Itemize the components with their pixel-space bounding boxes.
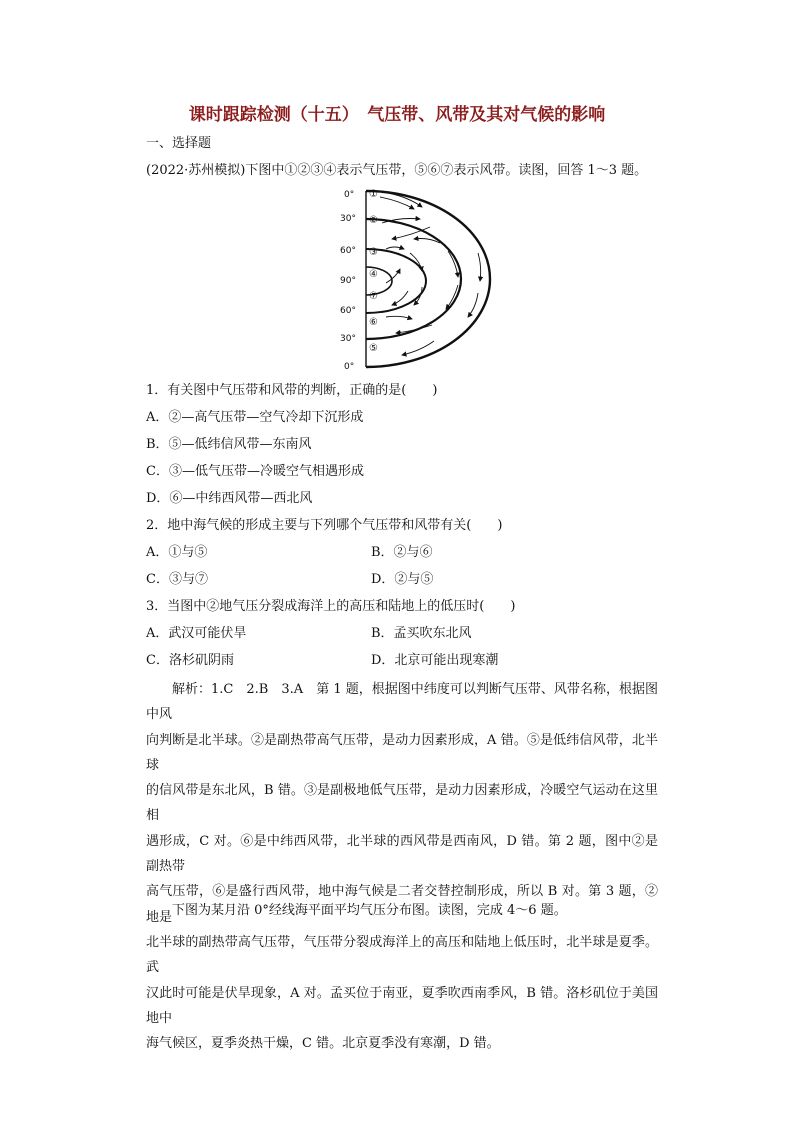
next-question-intro: 下图为某月沿 0°经线海平面平均气压分布图。读图，完成 4～6 题。 xyxy=(172,903,567,918)
question-3-option-a: A．武汉可能伏旱 xyxy=(146,626,247,641)
analysis-line: 汉此时可能是伏旱现象，A 对。孟买位于南亚，夏季吹西南季风，B 错。洛杉矶位于美国地中 xyxy=(146,985,658,1026)
belt-label: ④ xyxy=(369,269,378,280)
question-2-option-a: A．①与⑤ xyxy=(146,545,208,560)
analysis-line: 高气压带，⑥是盛行西风带，地中海气候是二者交替控制形成，所以 B 对。第 3 题，②地是 xyxy=(146,884,658,925)
wind-arrow xyxy=(386,269,400,283)
analysis-line: 遇形成，C 对。⑥是中纬西风带，北半球的西风带是西南风，D 错。第 2 题，图中②是副热带 xyxy=(146,833,658,875)
belt-label: ② xyxy=(369,215,378,226)
question-3-option-d: D．北京可能出现寒潮 xyxy=(371,653,499,668)
question-3-stem: 3．当图中②地气压分裂成海洋上的高压和陆地上的低压时( ) xyxy=(146,599,516,614)
wind-arrow xyxy=(392,291,408,305)
wind-arrow xyxy=(478,253,481,281)
wind-arrow xyxy=(392,227,430,239)
lat-label: 0° xyxy=(344,362,355,372)
section-heading: 一、选择题 xyxy=(146,136,212,151)
answer-analysis xyxy=(146,677,658,1056)
analysis-line: 北半球的副热带高气压带，气压带分裂成海洋上的高压和陆地上低压时，北半球是夏季。武 xyxy=(146,934,658,976)
analysis-line: 海气候区，夏季炎热干燥，C 错。北京夏季没有寒潮，D 错。 xyxy=(146,1036,500,1052)
question-2-option-b: B．②与⑥ xyxy=(371,545,433,560)
analysis-line: 向判断是北半球。②是副热带高气压带，是动力因素形成，A 错。⑤是低纬信风带，北半球 xyxy=(146,732,658,773)
belt-label: ⑦ xyxy=(369,291,378,302)
lat-label: 60° xyxy=(340,246,356,256)
lat-label: 0° xyxy=(344,190,355,200)
question-3-option-c: C．洛杉矶阴雨 xyxy=(146,653,234,668)
question-2-option-c: C．③与⑦ xyxy=(146,572,208,587)
pressure-belt-diagram xyxy=(330,183,500,375)
question-1-option-c: C．③—低气压带—冷暖空气相遇形成 xyxy=(146,464,364,479)
analysis-line: 的信风带是东北风，B 错。③是副极地低气压带，是动力因素形成，冷暖空气运动在这里相 xyxy=(146,783,658,824)
wind-arrow xyxy=(386,247,404,249)
question-1-option-d: D．⑥—中纬西风带—西北风 xyxy=(146,491,313,506)
wind-arrow xyxy=(380,197,414,209)
question-2-stem: 2．地中海气候的形成主要与下列哪个气压带和风带有关( ) xyxy=(146,518,503,533)
lat-label: 30° xyxy=(340,214,356,224)
lat-label: 30° xyxy=(340,334,356,344)
belt-diagram-svg xyxy=(330,183,500,375)
belt-label: ① xyxy=(369,189,378,200)
analysis-line: 解析：1.C 2.B 3.A 第 1 题，根据图中纬度可以判断气压带、风带名称，根据图中风 xyxy=(146,682,658,723)
wind-arrow xyxy=(386,316,412,319)
wind-arrow xyxy=(402,341,434,355)
belt-label: ③ xyxy=(369,247,378,258)
question-1-option-b: B．⑤—低纬信风带—东南风 xyxy=(146,437,312,452)
question-1-option-a: A．②—高气压带—空气冷却下沉形成 xyxy=(146,410,364,425)
arc-30 xyxy=(366,219,461,339)
belt-label: ⑤ xyxy=(369,343,378,354)
page-title: 课时跟踪检测（十五） 气压带、风带及其对气候的影响 xyxy=(188,105,606,125)
wind-arrow xyxy=(468,293,478,317)
lat-label: 90° xyxy=(340,276,356,286)
belt-label: ⑥ xyxy=(369,317,378,328)
question-1-stem: 1．有关图中气压带和风带的判断，正确的是( ) xyxy=(146,383,438,398)
question-2-option-d: D．②与⑤ xyxy=(371,572,434,587)
lat-label: 60° xyxy=(340,306,356,316)
question-3-option-b: B．孟买吹东北风 xyxy=(371,626,472,641)
arc-equator xyxy=(366,191,490,367)
question-intro: (2022·苏州模拟)下图中①②③④表示气压带，⑤⑥⑦表示风带。读图，回答 1～3 题。 xyxy=(146,163,648,178)
